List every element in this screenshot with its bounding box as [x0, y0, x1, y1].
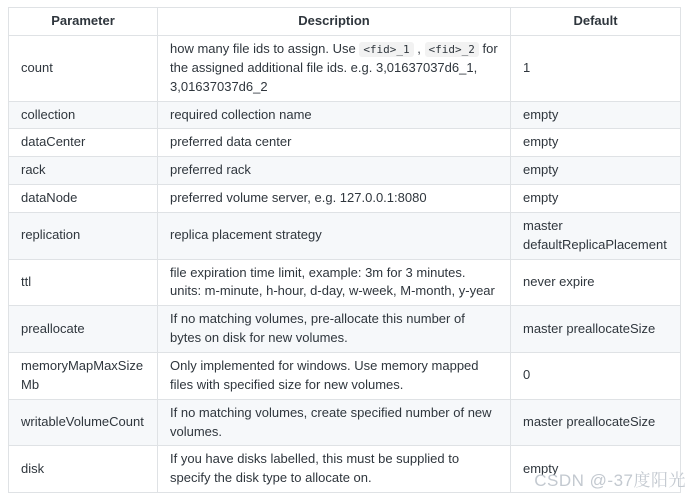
parameter-cell: disk: [9, 446, 158, 493]
description-cell: replica placement strategy: [158, 212, 511, 259]
table-row: [9, 185, 681, 213]
table-row: [9, 259, 681, 306]
description-cell: If no matching volumes, pre-allocate this number of bytes on disk for new volumes.: [158, 306, 511, 353]
parameter-cell: collection: [9, 101, 158, 129]
parameter-cell: replication: [9, 212, 158, 259]
table-header-row: [9, 8, 681, 36]
default-cell: master defaultReplicaPlacement: [511, 212, 681, 259]
parameter-cell: rack: [9, 157, 158, 185]
description-cell: If you have disks labelled, this must be supplied to specify the disk type to allocate on.: [158, 446, 511, 493]
parameter-cell: memoryMapMaxSizeMb: [9, 352, 158, 399]
description-cell: preferred data center: [158, 129, 511, 157]
default-cell: empty: [511, 157, 681, 185]
default-cell: master preallocateSize: [511, 399, 681, 446]
table-row: [9, 212, 681, 259]
default-cell: empty: [511, 101, 681, 129]
description-cell: required collection name: [158, 101, 511, 129]
description-cell: If no matching volumes, create specified number of new volumes.: [158, 399, 511, 446]
description-cell: preferred rack: [158, 157, 511, 185]
description-cell: preferred volume server, e.g. 127.0.0.1:8080: [158, 185, 511, 213]
table-row: [9, 36, 681, 102]
default-cell: 1: [511, 36, 681, 102]
table-row: [9, 101, 681, 129]
col-header-parameter: Parameter: [9, 8, 158, 36]
col-header-description: Description: [158, 8, 511, 36]
description-cell: how many file ids to assign. Use <fid>_1 , <fid>_2 for the assigned additional file ids. e.g. 3,01637037d6_1, 3,01637037d6_2: [158, 36, 511, 102]
table-row: [9, 129, 681, 157]
parameter-cell: dataCenter: [9, 129, 158, 157]
parameter-cell: writableVolumeCount: [9, 399, 158, 446]
description-cell: Only implemented for windows. Use memory mapped files with specified size for new volumes.: [158, 352, 511, 399]
parameter-cell: dataNode: [9, 185, 158, 213]
default-cell: 0: [511, 352, 681, 399]
default-cell: never expire: [511, 259, 681, 306]
default-cell: empty: [511, 185, 681, 213]
parameter-cell: ttl: [9, 259, 158, 306]
parameter-cell: count: [9, 36, 158, 102]
description-cell: file expiration time limit, example: 3m for 3 minutes. units: m-minute, h-hour, d-day, w-week, M-month, y-year: [158, 259, 511, 306]
col-header-default: Default: [511, 8, 681, 36]
csdn-watermark: CSDN @-37度阳光: [534, 471, 686, 490]
inline-code: <fid>_1: [359, 42, 413, 57]
parameter-cell: preallocate: [9, 306, 158, 353]
default-cell: empty: [511, 446, 681, 493]
table-row: [9, 446, 681, 493]
parameters-table: [8, 7, 681, 493]
table-row: [9, 399, 681, 446]
table-row: [9, 306, 681, 353]
default-cell: empty: [511, 129, 681, 157]
inline-code: <fid>_2: [425, 42, 479, 57]
table-row: [9, 352, 681, 399]
table-row: [9, 157, 681, 185]
default-cell: master preallocateSize: [511, 306, 681, 353]
